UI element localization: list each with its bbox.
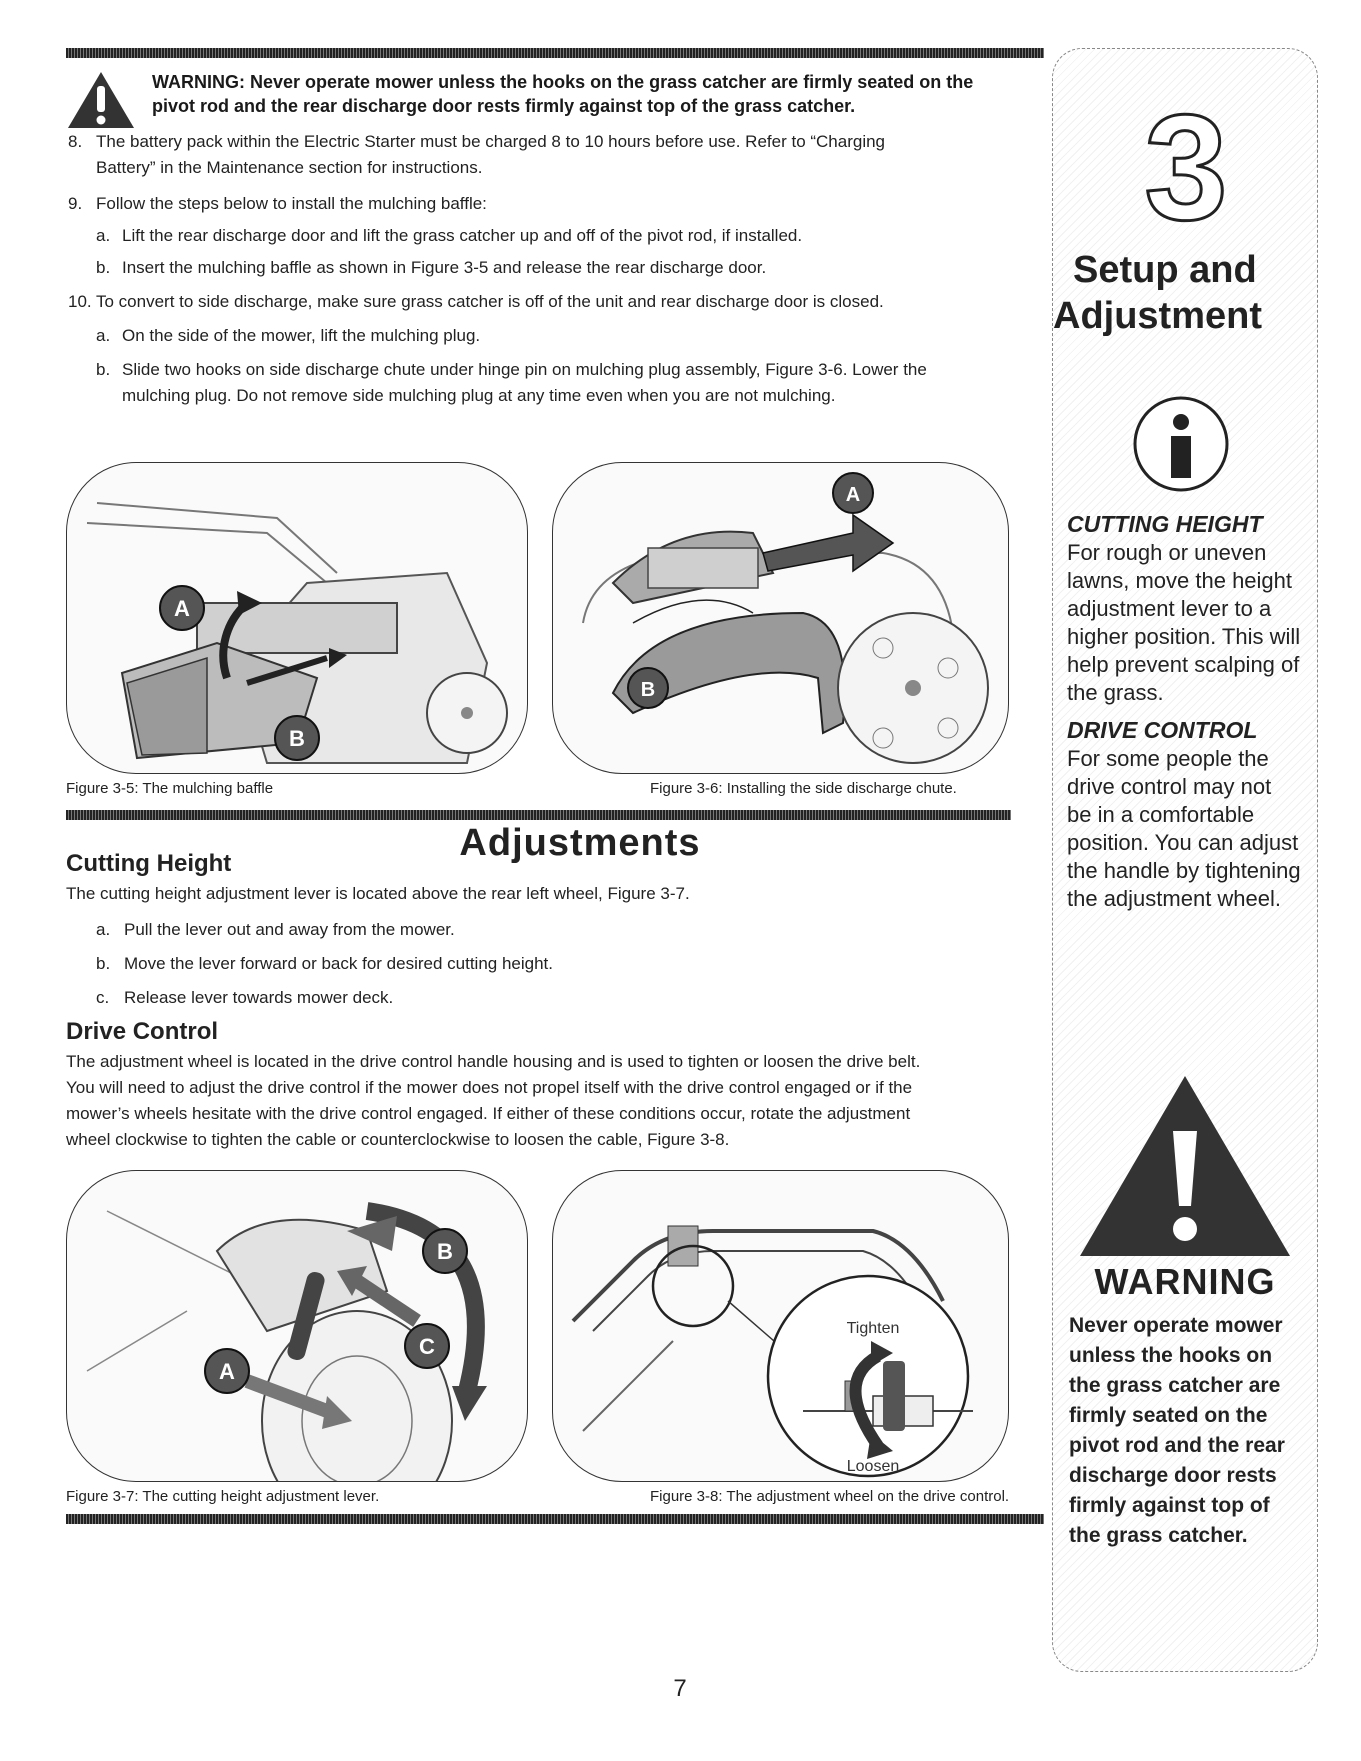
chapter-number: 3 (1144, 89, 1228, 239)
warning-triangle-icon (66, 70, 136, 130)
warning-line: pivot rod and the rear (1069, 1434, 1285, 1457)
callout-c-label: C (419, 1334, 435, 1359)
tip2-line: drive control may not (1067, 774, 1272, 799)
tighten-label: Tighten (846, 1320, 900, 1337)
warning-header (66, 70, 1026, 118)
warning-line: firmly seated on the (1069, 1404, 1268, 1427)
tip2-line: For some people the (1067, 746, 1269, 771)
step-10a-text: On the side of the mower, lift the mulching plug. (122, 326, 481, 345)
top-rule (66, 48, 1044, 58)
warning-line: Never operate mower (1069, 1314, 1283, 1337)
cutting-step-c-text: Release lever towards mower deck. (124, 988, 394, 1007)
page-number: 7 (673, 1675, 687, 1702)
drive-control-line-2: You will need to adjust the drive control if the mower does not propel itself with the drive control engaged or if the (66, 1078, 913, 1097)
warning-line: the grass catcher. (1069, 1524, 1248, 1547)
callout-a (160, 586, 204, 630)
step-9b-letter: b. (96, 258, 111, 277)
cutting-height-intro: The cutting height adjustment lever is located above the rear left wheel, Figure 3-7. (66, 884, 690, 903)
sidebar-warning-word: WARNING (1094, 1261, 1276, 1302)
step-8-line-1: The battery pack within the Electric Starter must be charged 8 to 10 hours before use. Refer to “Charging (96, 132, 886, 151)
bottom-rule (66, 1514, 1044, 1524)
warning-line: firmly against top of (1069, 1494, 1270, 1517)
step-9a-letter: a. (96, 226, 111, 245)
tip1-line: For rough or uneven (1067, 540, 1267, 565)
figure-3-8-caption: Figure 3-8: The adjustment wheel on the drive control. (650, 1488, 1010, 1505)
figure-3-8 (552, 1170, 1009, 1482)
chapter-number-badge (1121, 89, 1251, 239)
chapter-title-line-1: Setup and (1073, 249, 1257, 291)
tip2-line: the adjustment wheel. (1067, 886, 1282, 911)
step-9-text: Follow the steps below to install the mulching baffle: (96, 194, 487, 213)
drive-control-title: Drive Control (66, 1018, 219, 1045)
step-8-number: 8. (68, 132, 83, 151)
loosen-label: Loosen (846, 1458, 900, 1475)
tip1-line: lawns, move the height (1067, 568, 1293, 593)
drive-control-line-3: mower’s wheels hesitate with the drive control engaged. If either of these conditions occur, rotate the adjustment (66, 1104, 911, 1123)
warning-line-1: WARNING: Never operate mower unless the hooks on the grass catcher are firmly seated on the (152, 72, 974, 92)
tip1-line: the grass. (1067, 680, 1164, 705)
callout-b-label: B (437, 1239, 453, 1264)
step-10a-letter: a. (96, 326, 111, 345)
figure-3-5 (66, 462, 528, 774)
tip1-line: higher position. This will (1067, 624, 1301, 649)
warning-line: the grass catcher are (1069, 1374, 1281, 1397)
figure-3-7-caption: Figure 3-7: The cutting height adjustment lever. (66, 1488, 380, 1505)
side-discharge-chute-illustration (553, 463, 1008, 773)
step-10-number: 10. (68, 292, 92, 311)
tip2-line: position. You can adjust (1067, 830, 1299, 855)
figure-3-6 (552, 462, 1009, 774)
callout-a (205, 1349, 249, 1393)
tip-cutting-height-text (1067, 539, 1300, 707)
cutting-height-title: Cutting Height (66, 850, 232, 877)
step-10-text: To convert to side discharge, make sure grass catcher is off of the unit and rear discharge door is closed. (96, 292, 884, 311)
adjustments-title: Adjustments (459, 822, 701, 864)
step-10b-letter: b. (96, 360, 111, 379)
tip1-line: help prevent scalping of (1067, 652, 1300, 677)
middle-rule (66, 810, 1011, 820)
figure-3-6-caption: Figure 3-6: Installing the side discharge chute. (650, 780, 957, 797)
callout-b (275, 716, 319, 760)
step-10b-line-2: mulching plug. Do not remove side mulching plug at any time even when you are not mulching. (122, 386, 836, 405)
cutting-step-a-text: Pull the lever out and away from the mower. (124, 920, 455, 939)
tip2-line: be in a comfortable (1067, 802, 1255, 827)
chapter-title-line-2: Adjustment (1053, 295, 1262, 337)
warning-triangle-icon (1075, 1071, 1295, 1261)
callout-c (405, 1324, 449, 1368)
tip-drive-control-text (1067, 745, 1301, 913)
step-9b-text: Insert the mulching baffle as shown in Figure 3-5 and release the rear discharge door. (122, 258, 767, 277)
tip2-line: the handle by tightening (1067, 858, 1301, 883)
step-9a-text: Lift the rear discharge door and lift the grass catcher up and off of the pivot rod, if installed. (122, 226, 803, 245)
mulching-baffle-illustration (67, 463, 527, 773)
warning-line: unless the hooks on (1069, 1344, 1273, 1367)
cutting-step-c-letter: c. (96, 988, 110, 1007)
cutting-step-a-letter: a. (96, 920, 111, 939)
tip-cutting-height-title: CUTTING HEIGHT (1067, 511, 1263, 537)
step-10b-line-1: Slide two hooks on side discharge chute under hinge pin on mulching plug assembly, Figure 3-6. Lower the (122, 360, 927, 379)
cutting-step-b-text: Move the lever forward or back for desired cutting height. (124, 954, 553, 973)
tip1-line: adjustment lever to a (1067, 596, 1272, 621)
tip-drive-control-title: DRIVE CONTROL (1067, 717, 1258, 743)
step-9-number: 9. (68, 194, 83, 213)
warning-line: discharge door rests (1069, 1464, 1277, 1487)
callout-b (628, 668, 668, 708)
chapter-sidebar (1052, 48, 1318, 1672)
drive-control-wheel-illustration (553, 1171, 1008, 1481)
callout-a-label: A (845, 484, 861, 506)
figure-3-7 (66, 1170, 528, 1482)
figure-3-5-caption: Figure 3-5: The mulching baffle (66, 780, 274, 797)
sidebar-warning-text (1069, 1311, 1285, 1551)
callout-b-label: B (289, 726, 305, 751)
step-8-line-2: Battery” in the Maintenance section for instructions. (96, 158, 483, 177)
info-icon (1131, 394, 1231, 494)
callout-b (423, 1229, 467, 1273)
cutting-height-lever-illustration (67, 1171, 527, 1481)
drive-control-line-1: The adjustment wheel is located in the drive control handle housing and is used to tighten or loosen the drive belt. (66, 1052, 921, 1071)
callout-a-label: A (174, 596, 190, 621)
callout-a (833, 473, 873, 513)
drive-control-line-4: wheel clockwise to tighten the cable or counterclockwise to loosen the cable, Figure 3-8. (66, 1130, 730, 1149)
callout-b-label: B (640, 679, 656, 701)
cutting-step-b-letter: b. (96, 954, 111, 973)
warning-line-2: pivot rod and the rear discharge door rests firmly against top of the grass catcher. (152, 96, 856, 116)
callout-a-label: A (219, 1359, 235, 1384)
